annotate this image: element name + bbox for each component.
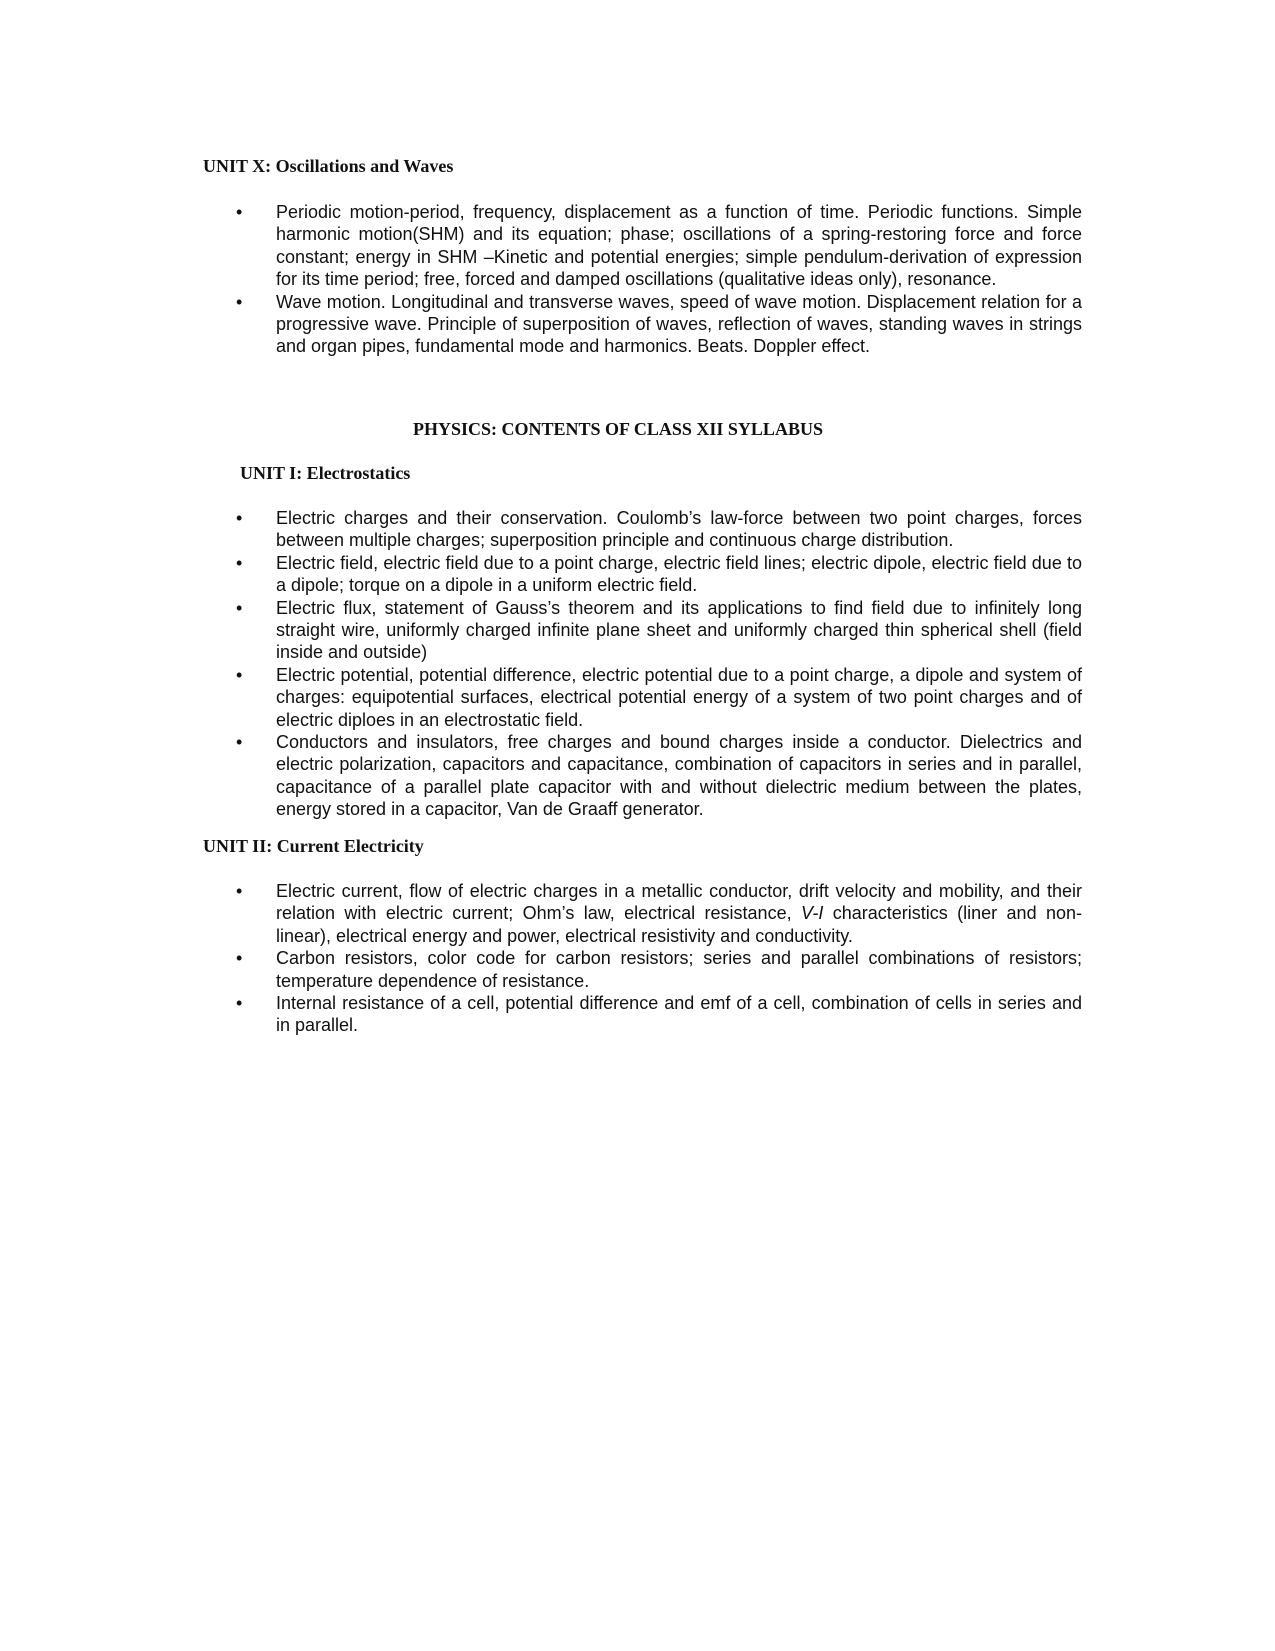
bullet-icon: • bbox=[236, 993, 243, 1014]
list-item: • Carbon resistors, color code for carbon resistors; series and parallel combinations of resistors; temperature dependence of resistance. bbox=[236, 948, 1082, 991]
list-item: • Internal resistance of a cell, potential difference and emf of a cell, combination of cells in series and in parallel. bbox=[236, 993, 1082, 1036]
bullet-icon: • bbox=[236, 881, 243, 901]
unit-i-list bbox=[236, 507, 1082, 821]
list-item: • Periodic motion-period, frequency, displacement as a function of time. Periodic functions. Simple harmonic motion(SHM) and its equation; phase; oscillations of a spring-restoring force and force constant; energy in SHM –Kinetic and potential energies; simple pendulum-derivation of expression for its time period; free, forced and damped oscillations (qualitative ideas only), resonance. bbox=[236, 202, 1082, 290]
vi-italic: V-I bbox=[800, 903, 824, 924]
bullet-icon: • bbox=[236, 948, 243, 969]
bullet-icon: • bbox=[236, 508, 243, 528]
list-item: • Electric charges and their conservation. Coulomb’s law-force between two point charges, forces between multiple charges; superposition principle and continuous charge distribution. bbox=[236, 508, 1082, 551]
bullet-icon: • bbox=[236, 664, 243, 685]
unit-ii-list bbox=[236, 880, 1082, 1037]
bullet-icon: • bbox=[236, 291, 243, 312]
list-item: • Electric field, electric field due to a point charge, electric field lines; electric dipole, electric field due to a dipole; torque on a dipole in a uniform electric field. bbox=[236, 552, 1082, 596]
unit-ii-heading: UNIT II: Current Electricity bbox=[203, 836, 424, 856]
bullet-icon: • bbox=[236, 597, 243, 618]
list-item: • Conductors and insulators, free charges and bound charges inside a conductor. Dielectrics and electric polarization, capacitors and capacitance, combination of capacitors in series and in parallel, capacitance of a parallel plate capacitor with and without dielectric medium between the plates, energy stored in a capacitor, Van de Graaff generator. bbox=[236, 732, 1082, 820]
bullet-icon: • bbox=[236, 732, 243, 753]
unit-x-list bbox=[236, 201, 1082, 358]
class-xii-heading: PHYSICS: CONTENTS OF CLASS XII SYLLABUS bbox=[413, 419, 823, 439]
bullet-icon: • bbox=[236, 202, 243, 222]
list-item: • Wave motion. Longitudinal and transverse waves, speed of wave motion. Displacement relation for a progressive wave. Principle of superposition of waves, reflection of waves, standing waves in strings and organ pipes, fundamental mode and harmonics. Beats. Doppler effect. bbox=[236, 291, 1082, 357]
list-item: • Electric current, flow of electric charges in a metallic conductor, drift velocity and mobility, and their relation with electric current; Ohm’s law, electrical resistance, V-I characteristics (liner and non- linear), electrical energy and power, electrical resistivity and conductivity. bbox=[236, 881, 1082, 946]
list-item: • Electric potential, potential difference, electric potential due to a point charge, a dipole and system of charges: equipotential surfaces, electrical potential energy of a system of two point charges and of electric diploes in an electrostatic field. bbox=[236, 664, 1082, 730]
list-item: • Electric flux, statement of Gauss’s theorem and its applications to find field due to infinitely long straight wire, uniformly charged infinite plane sheet and uniformly charged thin spherical shell (field inside and outside) bbox=[236, 597, 1082, 663]
bullet-icon: • bbox=[236, 552, 243, 573]
unit-x-heading: UNIT X: Oscillations and Waves bbox=[203, 156, 454, 176]
unit-i-heading: UNIT I: Electrostatics bbox=[240, 463, 411, 483]
